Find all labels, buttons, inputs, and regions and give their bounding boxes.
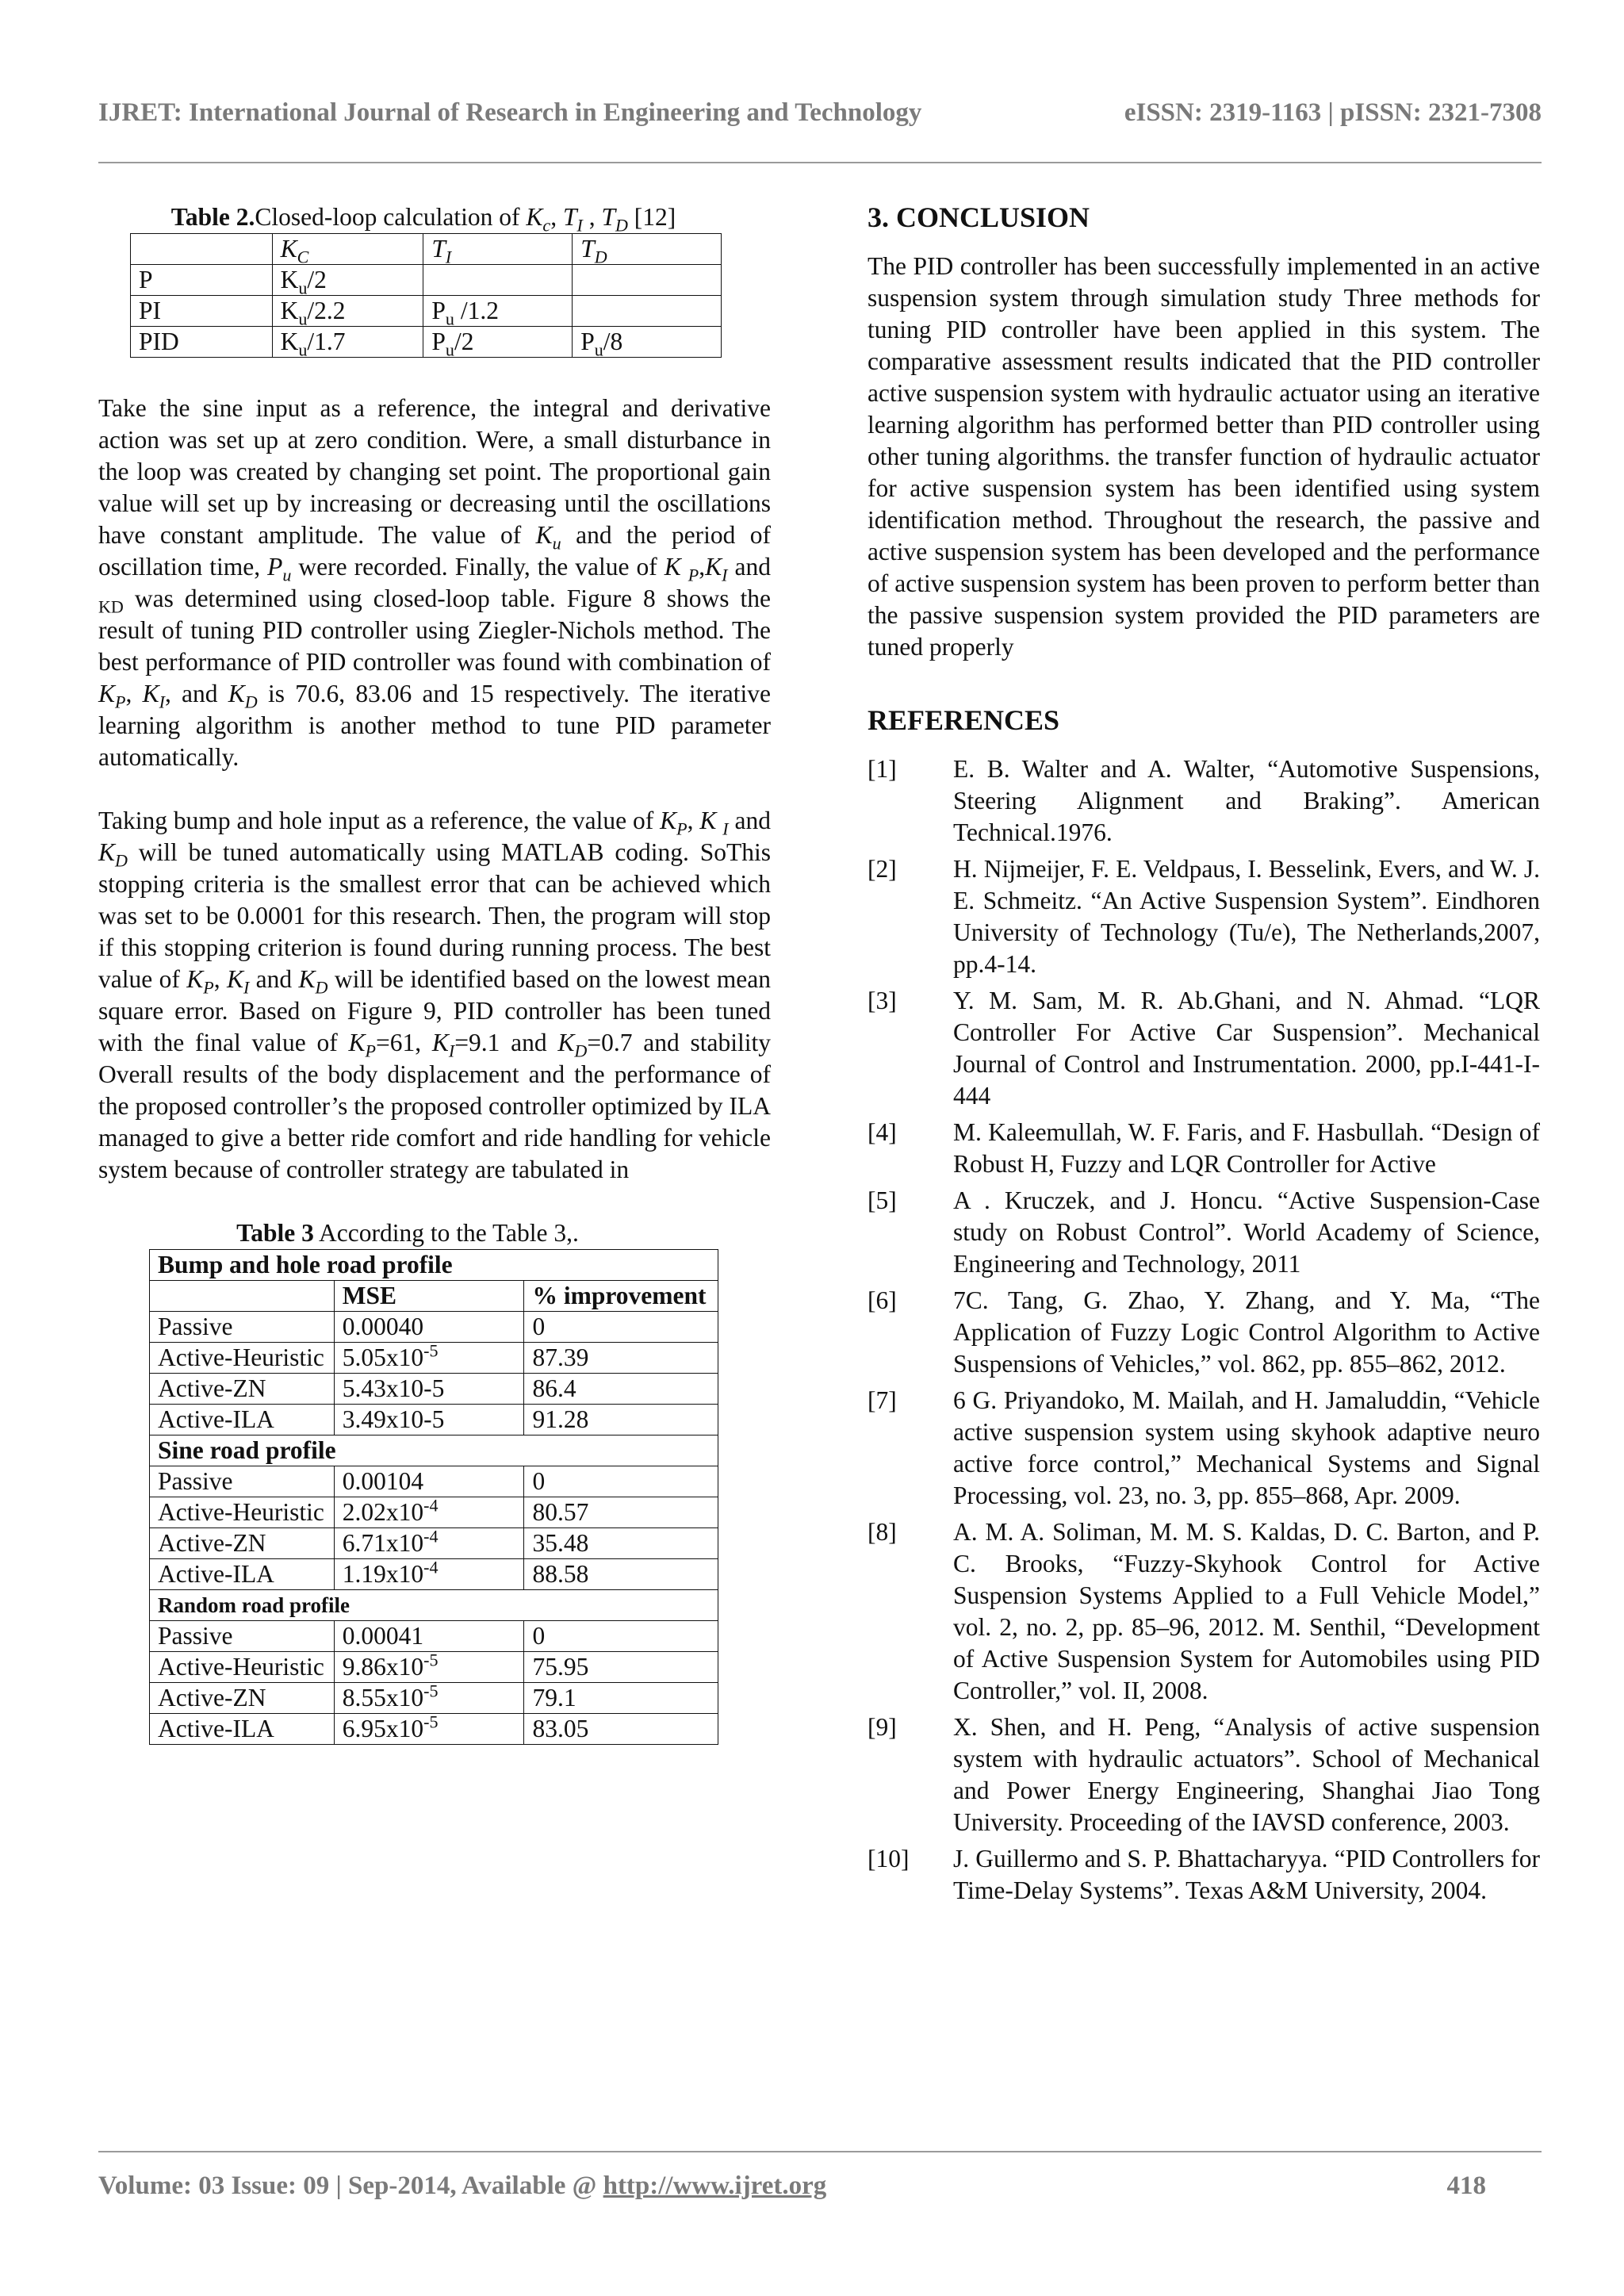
table3-caption: Table 3 According to the Table 3,. [236,1219,579,1247]
table-row: Active-Heuristic $2.02x10^{-4}$ 80.57 [150,1497,718,1528]
reference-list [868,753,1540,1907]
table3-header: MSE % improvement [150,1281,718,1312]
table3 [149,1249,718,1745]
table-row: PI $K_u/2.2$ $P_u$ /1.2 [131,296,722,327]
reference-item: [7] 6 G. Priyandoko, M. Mailah, and H. Jamaluddin, “Vehicle active suspension system using skyhook adaptive neuro active force control,” Mechanical Systems and Signal Processing, vol. 23, no. 3, pp. 855–868, Apr. 2009. [868,1386,1540,1509]
reference-item: [6] 7C. Tang, G. Zhao, Y. Zhang, and Y. Ma, “The Application of Fuzzy Logic Control Algorithm to Active Suspensions of Vehicles,” vol. 862, pp. 855–862, 2012. [868,1286,1540,1378]
references-heading: REFERENCES [868,704,1060,736]
page-footer [98,2171,1486,2201]
paragraph-ila: Taking bump and hole input as a reference, the value of $K_P$, K $_I$ and $K_D$ will be tuned automatically using MATLAB coding. SoThis stopping criteria is the smallest error that can be achieved which was set to be 0.0001 for this research. Then, the program will stop if this stopping criterion is found during running process. The best value of $K_P$, $K_I$ and $K_D$ will be identified based on the lowest mean square error. Based on Figure 9, PID controller has been tuned with the final value of $K_P=61$, $K_I=9.1$ and $K_D=0.7$ and stability Overall results of the body displacement and the performance of the proposed controller’s the proposed controller optimized by ILA managed to give a better ride comfort and ride handling for vehicle system because of controller strategy are tabulated in [98,807,772,1183]
table3-section-title: Bump and hole road profile [150,1250,718,1281]
table-row: Active-ZN $6.71x10^{-4}$ 35.48 [150,1528,718,1559]
table-row: P $K_u/2$ [131,265,722,296]
reference-item: [10] J. Guillermo and S. P. Bhattacharyya. “PID Controllers for Time-Delay Systems”. Texas A&M University, 2004. [868,1845,1540,1904]
table2 [130,233,722,358]
page-number: 418 [1446,2171,1486,2200]
reference-item: [5] A . Kruczek, and J. Honcu. “Active Suspension-Case study on Robust Control”. World Academy of Science, Engineering and Technology, 2011 [868,1186,1540,1278]
table3-section-title: Sine road profile [150,1435,718,1466]
left-column [98,201,771,1745]
table-row: Active-ILA $1.19x10^{-4}$ 88.58 [150,1559,718,1590]
reference-item: [8] A. M. A. Soliman, M. M. S. Kaldas, D. C. Barton, and P. C. Brooks, “Fuzzy-Skyhook Control for Active Suspension Systems Applied to a Full Vehicle Model,” vol. 2, no. 2, pp. 85–96, 2012. M. Senthil, “Development of Active Suspension System for Automobiles using PID Controller,” vol. II, 2008. [868,1518,1540,1704]
table-row: Active-Heuristic $5.05x10^{-5}$ 87.39 [150,1343,718,1374]
table2-caption: Table 2.Closed-loop calculation of $K_c$, $T_I$ , $T_D$ [12] [170,203,676,236]
right-column [868,201,1540,1907]
reference-item: [3] Y. M. Sam, M. R. Ab.Ghani, and N. Ahmad. “LQR Controller For Active Car Suspension”. Mechanical Journal of Control and Instrumentation. 2000, pp.I-441-I-444 [868,987,1540,1110]
issn: eISSN: 2319-1163 | pISSN: 2321-7308 [1124,98,1542,127]
reference-item: [4] M. Kaleemullah, W. F. Faris, and F. Hasbullah. “Design of Robust H, Fuzzy and LQR Controller for Active [868,1118,1540,1178]
table-row: Active-ZN 5.43x10-5 86.4 [150,1374,718,1405]
table-row: Active-ILA $6.95x10^{-5}$ 83.05 [150,1714,718,1745]
table-row: Active-ILA 3.49x10-5 91.28 [150,1405,718,1435]
table3-section-title: Random road profile [150,1590,718,1621]
footer-rule [98,2151,1542,2152]
table-row: Active-ZN $8.55x10^{-5}$ 79.1 [150,1683,718,1714]
journal-link[interactable]: http://www.ijret.org [603,2171,827,2200]
table-row: PID $K_u/1.7$ $P_u/2$ $P_u/8$ [131,327,722,358]
journal-title: IJRET: International Journal of Research in Engineering and Technology [98,98,922,127]
table-row: Passive 0.00104 0 [150,1466,718,1497]
table-row: Passive 0.00040 0 [150,1312,718,1343]
table-row: Passive 0.00041 0 [150,1621,718,1652]
header-rule [98,162,1542,163]
conclusion-text: The PID controller has been successfully implemented in an active suspension system through simulation study Three methods for tuning PID controller have been applied in this system. The comparative assessment results indicated that the PID controller active suspension system with hydraulic actuator using an iterative learning algorithm has performed better than PID controller using other tuning algorithms. the transfer function of hydraulic actuator for active suspension system has been identified using system identification method. Throughout the research, the passive and active suspension system has been developed and the performance of active suspension system has been proven to perform better than the passive suspension system provided the PID parameters are tuned properly [868,252,1540,661]
running-header [98,94,1542,141]
table2-header: $K_C$ $T_I$ $T_D$ [131,234,722,265]
reference-item: [2] H. Nijmeijer, F. E. Veldpaus, I. Besselink, Evers, and W. J. E. Schmeitz. “An Active Suspension System”. Eindhoren University of Technology (Tu/e), The Netherlands,2007, pp.4-14. [868,855,1540,978]
reference-item: [1] E. B. Walter and A. Walter, “Automotive Suspensions, Steering Alignment and Braking”. American Technical.1976. [868,755,1540,846]
table-row: Active-Heuristic $9.86x10^{-5}$ 75.95 [150,1652,718,1683]
reference-item: [9] X. Shen, and H. Peng, “Analysis of active suspension system with hydraulic actuators”. School of Mechanical and Power Energy Engineering, Shanghai Jiao Tong University. Proceeding of the IAVSD conference, 2003. [868,1713,1540,1836]
conclusion-heading: 3. CONCLUSION [868,201,1090,233]
footer-text: Volume: 03 Issue: 09 | Sep-2014, Available @ [98,2171,603,2200]
paragraph-zn: Take the sine input as a reference, the integral and derivative action was set up at zero condition. Were, a small disturbance in the loop was created by changing set point. The proportional gain value will set up by increasing or decreasing until the oscillations have constant amplitude. The value of $K_u$ and the period of oscillation time, $P_u$ were recorded. Finally, the value of K $_P,K_I$ and $_{KD}$ was determined using closed-loop table. Figure 8 shows the result of tuning PID controller using Ziegler-Nichols method. The best performance of PID controller was found with combination of $K_P$, $K_I$, and $K_D$ is 70.6, 83.06 and 15 respectively. The iterative learning algorithm is another method to tune PID parameter automatically. [98,394,772,771]
